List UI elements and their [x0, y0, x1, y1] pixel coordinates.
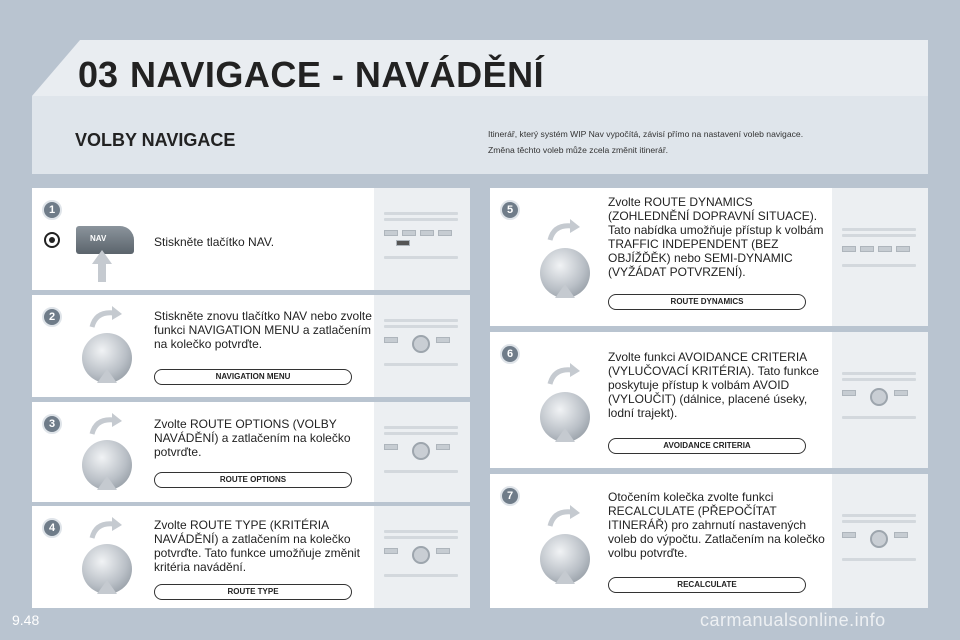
step-text: Zvolte ROUTE DYNAMICS (ZOHLEDNĚNÍ DOPRAVNÍ SITUACE). Tato nabídka umožňuje přístup k volbám TRAFFIC INDEPENDENT (BEZ OBJÍŽĎĚK) nebo SEMI-DYNAMIC (VYŽÁDAT POTVRZENÍ).	[608, 195, 824, 279]
intro-text	[488, 126, 908, 158]
console-photo	[832, 188, 928, 326]
step-number-badge: 2	[42, 307, 62, 327]
press-pointer-icon	[555, 284, 575, 298]
step-number-badge: 7	[500, 486, 520, 506]
section-title: VOLBY NAVIGACE	[75, 130, 236, 150]
press-pointer-icon	[97, 476, 117, 490]
menu-option-label: ROUTE OPTIONS	[154, 472, 352, 488]
rotate-arrow-icon	[546, 362, 580, 388]
step-text: Zvolte ROUTE TYPE (KRITÉRIA NAVÁDĚNÍ) a zatlačením na kolečko potvrďte. Tato funkce umožňuje změnit kritéria navádění.	[154, 518, 360, 574]
press-pointer-stem	[98, 262, 106, 282]
menu-option-label: NAVIGATION MENU	[154, 369, 352, 385]
page-number: 9.48	[12, 612, 40, 628]
console-photo	[374, 506, 470, 608]
step-2	[32, 295, 470, 397]
menu-option-label: ROUTE DYNAMICS	[608, 294, 806, 310]
console-photo	[374, 295, 470, 397]
step-text: Zvolte ROUTE OPTIONS (VOLBY NAVÁDĚNÍ) a zatlačením na kolečko potvrďte.	[154, 417, 351, 459]
press-pointer-icon	[97, 369, 117, 383]
step-number-badge: 5	[500, 200, 520, 220]
step-text: Zvolte funkci AVOIDANCE CRITERIA (VYLUČOVACÍ KRITÉRIA). Tato funkce poskytuje přístup k volbám AVOID (VYLOUČIT) (dálnice, placené úseky, lodní trajekt).	[608, 350, 819, 420]
console-photo	[832, 332, 928, 468]
press-pointer-icon	[555, 570, 575, 584]
watermark: carmanualsonline.info	[700, 610, 886, 630]
step-3	[32, 402, 470, 502]
intro-line: Změna těchto voleb může zcela změnit itinerář.	[488, 145, 669, 155]
step-7	[490, 474, 928, 608]
rotate-arrow-icon	[88, 412, 122, 438]
rotate-arrow-icon	[546, 504, 580, 530]
menu-option-label: ROUTE TYPE	[154, 584, 352, 600]
step-number-badge: 6	[500, 344, 520, 364]
step-1	[32, 188, 470, 290]
step-number-badge: 1	[42, 200, 62, 220]
step-6	[490, 332, 928, 468]
intro-line: Itinerář, který systém WIP Nav vypočítá, závisí přímo na nastavení voleb navigace.	[488, 129, 804, 139]
step-text: Stiskněte znovu tlačítko NAV nebo zvolte funkci NAVIGATION MENU a zatlačením na kolečko potvrďte.	[154, 309, 372, 351]
header-corner-cut	[32, 40, 80, 96]
nav-key-label: NAV	[90, 234, 107, 243]
step-4	[32, 506, 470, 608]
press-pointer-icon	[555, 428, 575, 442]
location-icon	[44, 232, 60, 248]
step-5	[490, 188, 928, 326]
menu-option-label: RECALCULATE	[608, 577, 806, 593]
console-photo	[374, 402, 470, 502]
rotate-arrow-icon	[88, 305, 122, 331]
chapter-title: NAVIGACE - NAVÁDĚNÍ	[130, 54, 545, 95]
rotate-arrow-icon	[88, 516, 122, 542]
menu-option-label: AVOIDANCE CRITERIA	[608, 438, 806, 454]
console-photo	[832, 474, 928, 608]
step-text: Stiskněte tlačítko NAV.	[154, 235, 275, 249]
press-pointer-icon	[97, 580, 117, 594]
rotate-arrow-icon	[546, 218, 580, 244]
chapter-number: 03	[78, 54, 119, 95]
console-photo	[374, 188, 470, 290]
step-number-badge: 3	[42, 414, 62, 434]
step-number-badge: 4	[42, 518, 62, 538]
step-text: Otočením kolečka zvolte funkci RECALCULATE (PŘEPOČÍTAT ITINERÁŘ) pro zahrnutí nastavených voleb do výpočtu. Zatlačením na kolečko volbu potvrďte.	[608, 490, 825, 560]
